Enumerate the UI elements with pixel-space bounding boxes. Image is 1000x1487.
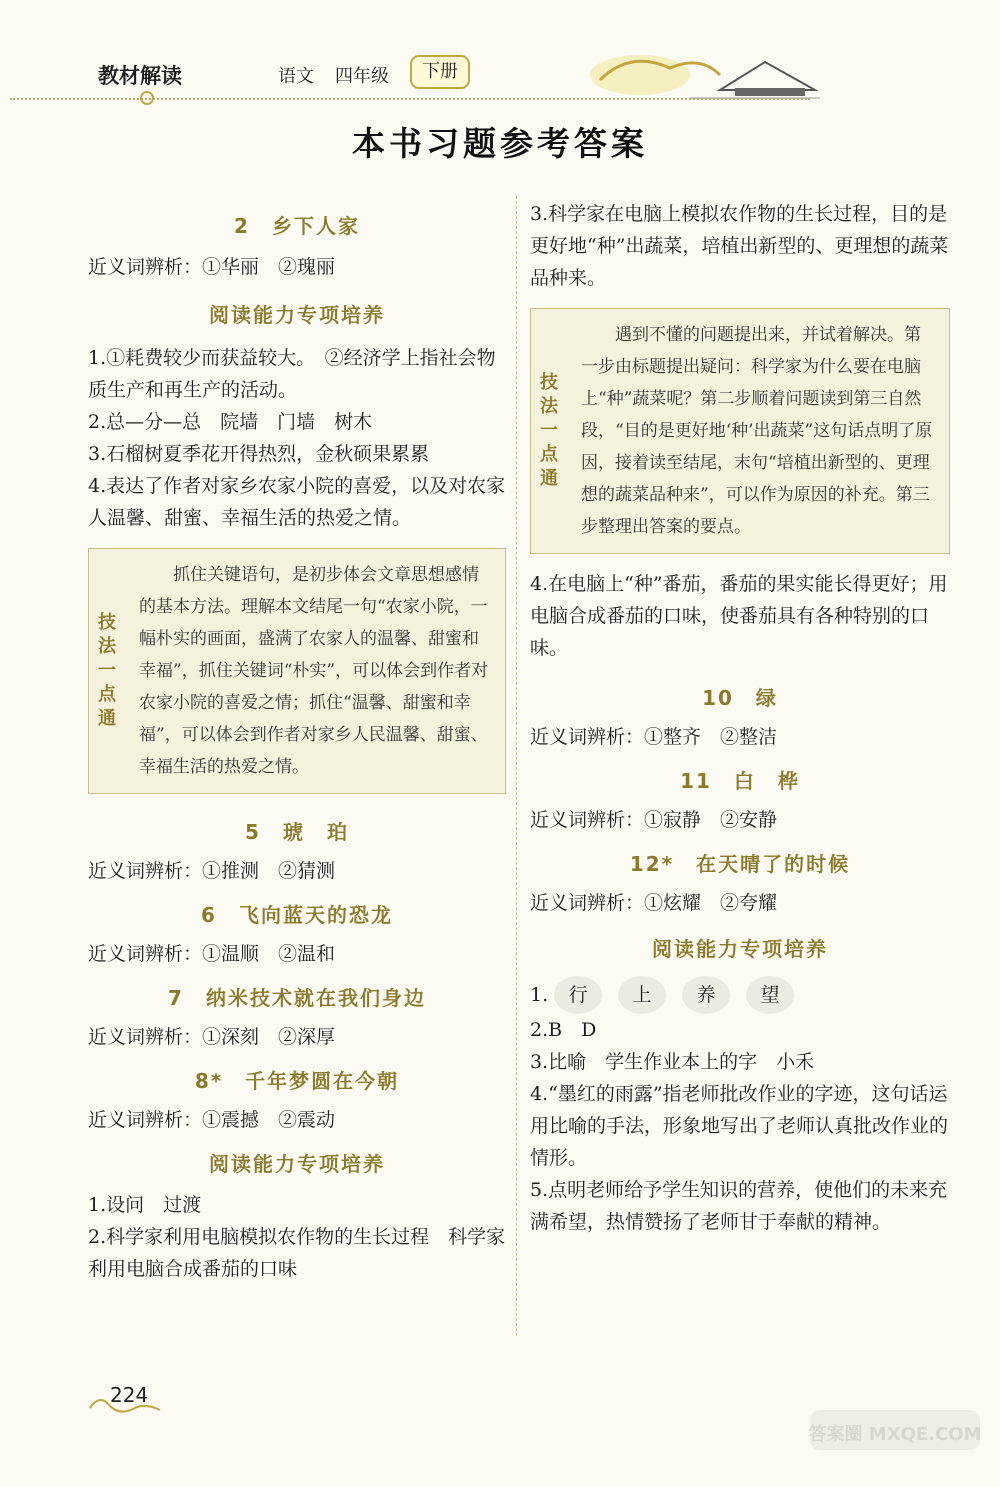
subject-label: 语文 bbox=[278, 66, 314, 87]
section-heading: 8* 千年梦圆在今朝 bbox=[194, 1069, 400, 1093]
tip-text: 遇到不懂的问题提出来，并试着解决。第一步由标题提出疑问：科学家为什么要在电脑上“种”蔬菜呢？第二步顺着问题读到第三自然段，“目的是更好地‘种’出蔬菜”这句话点明了原因，接着读至结尾，末句“培植出新型的、更理想的蔬菜品种来”，可以作为原因的补充。第三步整理出答案的要点。 bbox=[581, 325, 933, 537]
section-heading: 7 纳米技术就在我们身边 bbox=[168, 986, 426, 1010]
tip-text: 抓住关键语句，是初步体会文章思想感情的基本方法。理解本文结尾一句“农家小院，一幅朴实的画面，盛满了农家人的温馨、甜蜜和幸福”，抓住关键词“朴实”，可以体会到作者对农家小院的喜爱之情；抓住“温馨、甜蜜和幸福”，可以体会到作者对家乡人民温馨、甜蜜、幸福生活的热爱之情。 bbox=[139, 565, 489, 777]
technique-tip-box bbox=[88, 548, 506, 794]
synonym-answer: 近义词辨析：①炫耀 ②夸耀 bbox=[530, 892, 778, 914]
synonym-answer: 近义词辨析：①推测 ②猜测 bbox=[88, 860, 336, 882]
circled-word: 行 bbox=[554, 976, 602, 1014]
synonym-answer: 近义词辨析：①整齐 ②整洁 bbox=[530, 726, 778, 748]
synonym-answer: 近义词辨析：①寂静 ②安静 bbox=[530, 809, 778, 831]
tip-label: 技法一点通 bbox=[540, 372, 558, 489]
section-heading: 10 绿 bbox=[702, 686, 778, 710]
answer-item: 2.B D bbox=[530, 1019, 597, 1041]
header-flourish-icon bbox=[135, 88, 165, 108]
section-heading: 2 乡下人家 bbox=[234, 214, 360, 238]
right-column bbox=[530, 198, 950, 1238]
circled-word: 上 bbox=[618, 976, 666, 1014]
volume-badge: 下册 bbox=[410, 55, 470, 89]
answer-item: 4.“墨红的雨露”指老师批改作业的字迹，这句话运用比喻的手法，形象地写出了老师认真批改作业的情形。 bbox=[530, 1083, 949, 1169]
answer-item: 4.表达了作者对家乡农家小院的喜爱，以及对农家人温馨、甜蜜、幸福生活的热爱之情。 bbox=[88, 475, 506, 529]
column-divider bbox=[516, 196, 517, 1336]
answer-item: 2.科学家利用电脑模拟农作物的生长过程 科学家利用电脑合成番茄的口味 bbox=[88, 1226, 506, 1280]
section-heading: 5 琥 珀 bbox=[245, 820, 349, 844]
page-header bbox=[0, 0, 1000, 120]
subsection-heading: 阅读能力专项培养 bbox=[209, 303, 385, 327]
synonym-answer: 近义词辨析：①深刻 ②深厚 bbox=[88, 1026, 336, 1048]
technique-tip-box bbox=[530, 308, 950, 554]
subsection-heading: 阅读能力专项培养 bbox=[652, 937, 828, 961]
book-title: 教材解读 bbox=[98, 64, 182, 88]
answer-item: 3.石榴树夏季花开得热烈，金秋硕果累累 bbox=[88, 443, 430, 465]
answer-item: 3.科学家在电脑上模拟农作物的生长过程，目的是更好地“种”出蔬菜，培植出新型的、更理想的蔬菜品种来。 bbox=[530, 203, 949, 289]
section-heading: 6 飞向蓝天的恐龙 bbox=[201, 903, 393, 927]
synonym-answer: 近义词辨析：①华丽 ②瑰丽 bbox=[88, 256, 336, 278]
house-ornament-icon bbox=[570, 40, 830, 110]
section-heading: 11 白 桦 bbox=[680, 769, 800, 793]
answer-item: 1.①耗费较少而获益较大。 ②经济学上指社会物质生产和再生产的活动。 bbox=[88, 347, 496, 401]
answer-item: 2.总—分—总 院墙 门墙 树木 bbox=[88, 411, 373, 433]
answer-number: 1. bbox=[530, 984, 549, 1006]
synonym-answer: 近义词辨析：①震撼 ②震动 bbox=[88, 1109, 336, 1131]
subsection-heading: 阅读能力专项培养 bbox=[209, 1152, 385, 1176]
circled-word: 望 bbox=[746, 976, 794, 1014]
answer-item: 3.比喻 学生作业本上的字 小禾 bbox=[530, 1051, 815, 1073]
answer-item: 1.设问 过渡 bbox=[88, 1194, 202, 1216]
watermark-text: 答案圈 MXQE.COM bbox=[808, 1424, 982, 1445]
answer-item: 4.在电脑上“种”番茄，番茄的果实能长得更好；用电脑合成番茄的口味，使番茄具有各种特别的口味。 bbox=[530, 573, 948, 659]
answer-item: 5.点明老师给予学生知识的营养，使他们的未来充满希望，热情赞扬了老师甘于奉献的精神。 bbox=[530, 1179, 948, 1233]
watermark bbox=[800, 1405, 990, 1485]
synonym-answer: 近义词辨析：①温顺 ②温和 bbox=[88, 943, 336, 965]
left-column bbox=[88, 202, 506, 1285]
answer-item bbox=[530, 976, 950, 1014]
page-title: 本书习题参考答案 bbox=[352, 124, 648, 163]
tip-label: 技法一点通 bbox=[98, 612, 116, 729]
page-number: 224 bbox=[110, 1383, 149, 1407]
circled-word: 养 bbox=[682, 976, 730, 1014]
section-heading: 12* 在天晴了的时候 bbox=[629, 852, 851, 876]
grade-label: 四年级 bbox=[335, 66, 389, 87]
